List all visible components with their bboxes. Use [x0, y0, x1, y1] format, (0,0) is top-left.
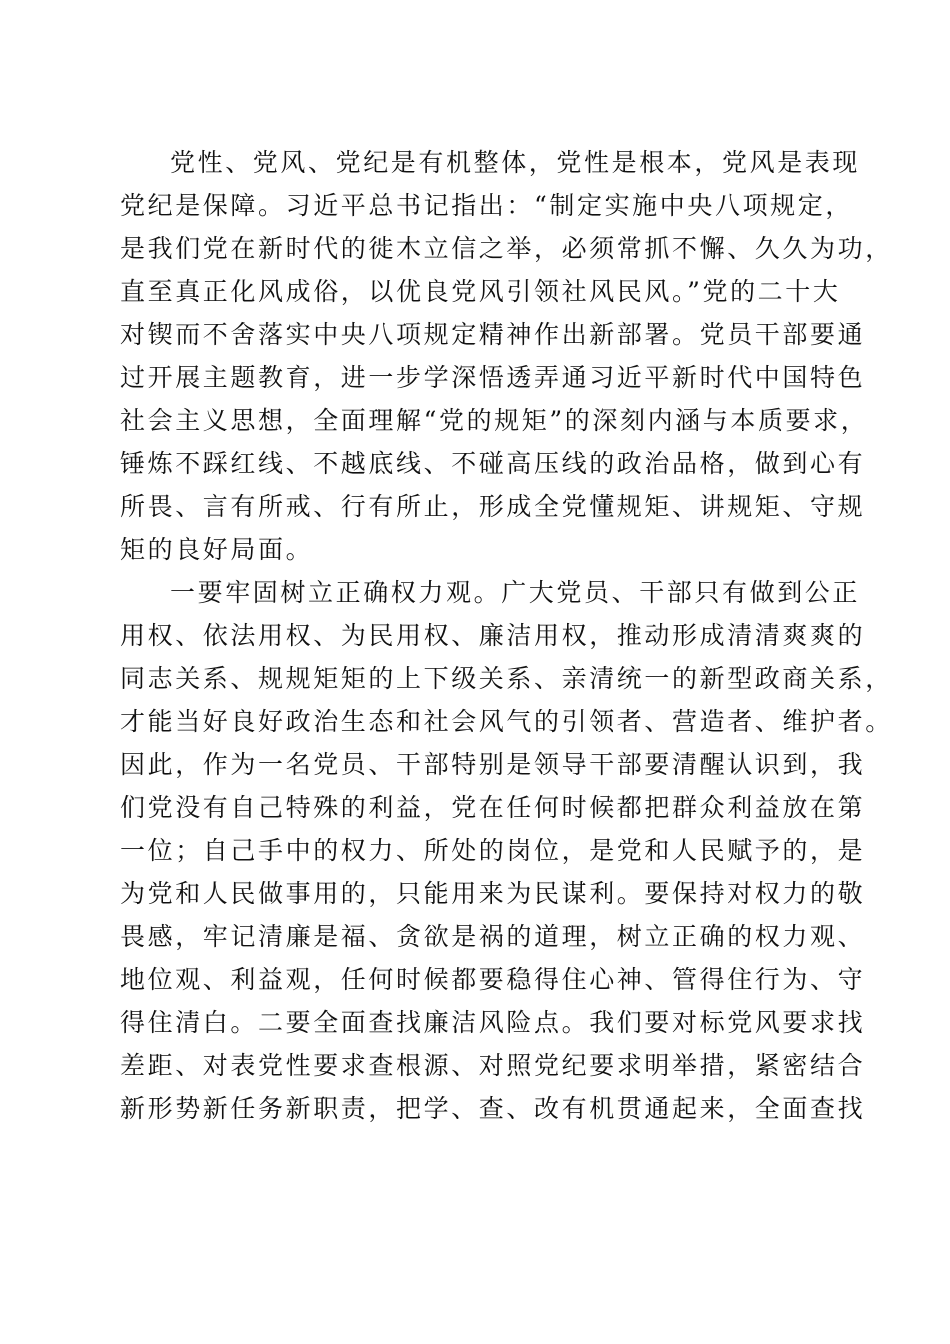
- paragraph-line: 新形势新任务新职责，把学、查、改有机贯通起来，全面查找: [120, 1094, 866, 1123]
- document-body: [120, 141, 893, 1130]
- paragraph-line: 党性、党风、党纪是有机整体，党性是根本，党风是表现: [170, 148, 861, 177]
- paragraph-line: 社会主义思想，全面理解“党的规矩”的深刻内涵与本质要求，: [120, 406, 869, 435]
- paragraph-line: 是我们党在新时代的徙木立信之举，必须常抓不懈、久久为功，: [120, 234, 893, 263]
- paragraph-line: 用权、依法用权、为民用权、廉洁用权，推动形成清清爽爽的: [120, 621, 866, 650]
- paragraph-line: 地位观、利益观，任何时候都要稳得住心神、管得住行为、守: [120, 965, 866, 994]
- paragraph-line: 党纪是保障。习近平总书记指出：“制定实施中央八项规定，: [120, 191, 853, 220]
- paragraph-line: 为党和人民做事用的，只能用来为民谋利。要保持对权力的敬: [120, 879, 866, 908]
- paragraph-line: 直至真正化风成俗，以优良党风引领社风民风。”党的二十大: [120, 277, 841, 306]
- paragraph-line: 因此，作为一名党员、干部特别是领导干部要清醒认识到，我: [120, 750, 866, 779]
- paragraph-line: 们党没有自己特殊的利益，党在任何时候都把群众利益放在第: [120, 793, 866, 822]
- paragraph-line: 差距、对表党性要求查根源、对照党纪要求明举措，紧密结合: [120, 1051, 866, 1080]
- paragraph-line: 对锲而不舍落实中央八项规定精神作出新部署。党员干部要通: [120, 320, 866, 349]
- paragraph-line: 畏感，牢记清廉是福、贪欲是祸的道理，树立正确的权力观、: [120, 922, 866, 951]
- paragraph-line: 得住清白。二要全面查找廉洁风险点。我们要对标党风要求找: [120, 1008, 866, 1037]
- paragraph-line: 过开展主题教育，进一步学深悟透弄通习近平新时代中国特色: [120, 363, 866, 392]
- paragraph-line: 才能当好良好政治生态和社会风气的引领者、营造者、维护者。: [120, 707, 893, 736]
- paragraph-line: 一位；自己手中的权力、所处的岗位，是党和人民赋予的，是: [120, 836, 866, 865]
- paragraph-line: 同志关系、规规矩矩的上下级关系、亲清统一的新型政商关系，: [120, 664, 893, 693]
- paragraph-line: 所畏、言有所戒、行有所止，形成全党懂规矩、讲规矩、守规: [120, 492, 866, 521]
- paragraph-line: 一要牢固树立正确权力观。广大党员、干部只有做到公正: [170, 578, 861, 607]
- paragraph-line: 锤炼不踩红线、不越底线、不碰高压线的政治品格，做到心有: [120, 449, 866, 478]
- paragraph-line: 矩的良好局面。: [120, 535, 314, 564]
